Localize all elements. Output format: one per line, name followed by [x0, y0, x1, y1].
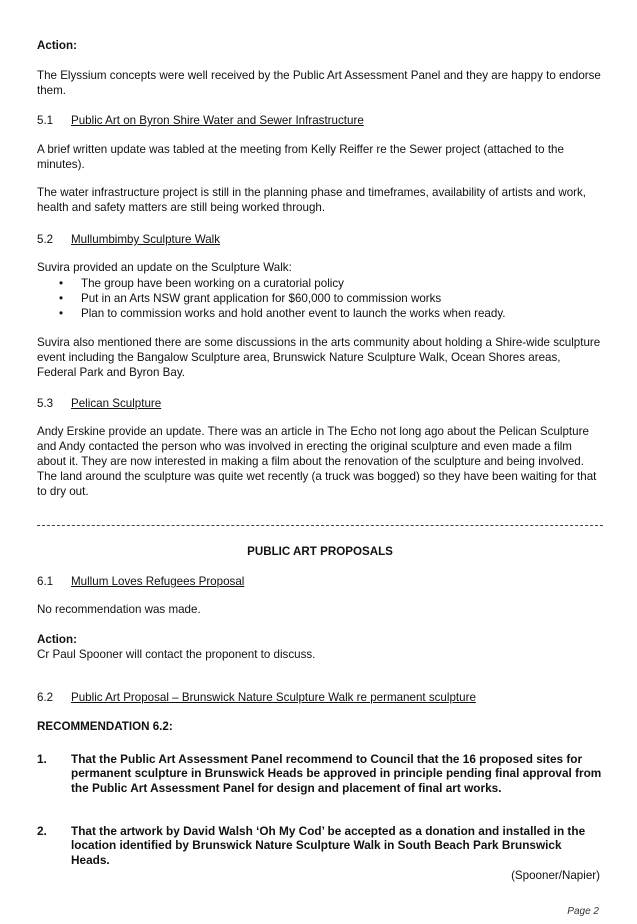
- section-5-1-heading: [37, 113, 603, 128]
- item-text: That the Public Art Assessment Panel recommend to Council that the 16 proposed sites for permanent sculpture in Brunswick Heads be approved in principle pending final approval from the Public Art Assessment Panel for design and placement of final art works.: [71, 752, 602, 795]
- section-title: Mullum Loves Refugees Proposal: [71, 575, 245, 588]
- section-number: 6.2: [37, 691, 54, 704]
- list-item: • The group have been working on a curatorial policy: [37, 276, 603, 291]
- item-text: That the artwork by David Walsh ‘Oh My Cod’ be accepted as a donation and installed in the location identified by Brunswick Nature Sculpture Walk in South Beach Park Brunswick Heads.: [71, 824, 586, 867]
- section-6-1-heading: [37, 574, 603, 589]
- action-heading: Action:: [37, 633, 77, 646]
- mover-seconder: (Spooner/Napier): [511, 869, 600, 882]
- section-number: 5.3: [37, 397, 54, 410]
- recommendation-item: [37, 824, 603, 867]
- section-title: Public Art Proposal – Brunswick Nature Sculpture Walk re permanent sculpture: [71, 691, 476, 704]
- section-6-2-heading: [37, 690, 603, 705]
- paragraph: The water infrastructure project is still in the planning phase and timeframes, availability of artists and work, health and safety matters are still being worked through.: [37, 186, 587, 214]
- proposals-heading: PUBLIC ART PROPOSALS: [247, 545, 393, 558]
- list-item: • Put in an Arts NSW grant application for $60,000 to commission works: [37, 291, 603, 306]
- item-number: 1.: [37, 752, 47, 766]
- section-5-2-heading: [37, 232, 603, 247]
- item-number: 2.: [37, 824, 47, 838]
- action-text: Cr Paul Spooner will contact the proponent to discuss.: [37, 648, 316, 661]
- section-5-3-heading: [37, 396, 603, 411]
- section-number: 5.1: [37, 114, 54, 127]
- bullet-list: [37, 276, 603, 321]
- paragraph: No recommendation was made.: [37, 603, 201, 616]
- action-heading: Action:: [37, 39, 77, 52]
- section-number: 6.1: [37, 575, 54, 588]
- section-title: Mullumbimby Sculpture Walk: [71, 233, 221, 246]
- paragraph: Andy Erskine provide an update. There was an article in The Echo not long ago about the Pelican Sculpture and Andy contacted the person who was involved in erecting the original sculpture and even made a film about it. They are now interested in making a film about the renovation of the sculpture and being involved. The land around the sculpture was quite wet recently (a truck was bogged) so they have been waiting for that to dry out.: [37, 425, 597, 498]
- recommendation-item: [37, 752, 603, 795]
- recommendation-heading: RECOMMENDATION 6.2:: [37, 720, 173, 733]
- paragraph: A brief written update was tabled at the meeting from Kelly Reiffer re the Sewer project (attached to the minutes).: [37, 143, 564, 171]
- section-number: 5.2: [37, 233, 54, 246]
- divider: [37, 525, 603, 526]
- list-item: • Plan to commission works and hold another event to launch the works when ready.: [37, 306, 603, 321]
- action-text: The Elyssium concepts were well received by the Public Art Assessment Panel and they are happy to endorse them.: [37, 69, 601, 97]
- paragraph: Suvira provided an update on the Sculpture Walk:: [37, 261, 292, 274]
- section-title: Public Art on Byron Shire Water and Sewer Infrastructure: [71, 114, 364, 127]
- paragraph: Suvira also mentioned there are some discussions in the arts community about holding a Shire-wide sculpture event including the Bangalow Sculpture area, Brunswick Nature Sculpture Walk, Ocean Shores areas, Federal Park and Byron Bay.: [37, 336, 601, 379]
- page-number: Page 2: [567, 906, 599, 917]
- section-title: Pelican Sculpture: [71, 397, 162, 410]
